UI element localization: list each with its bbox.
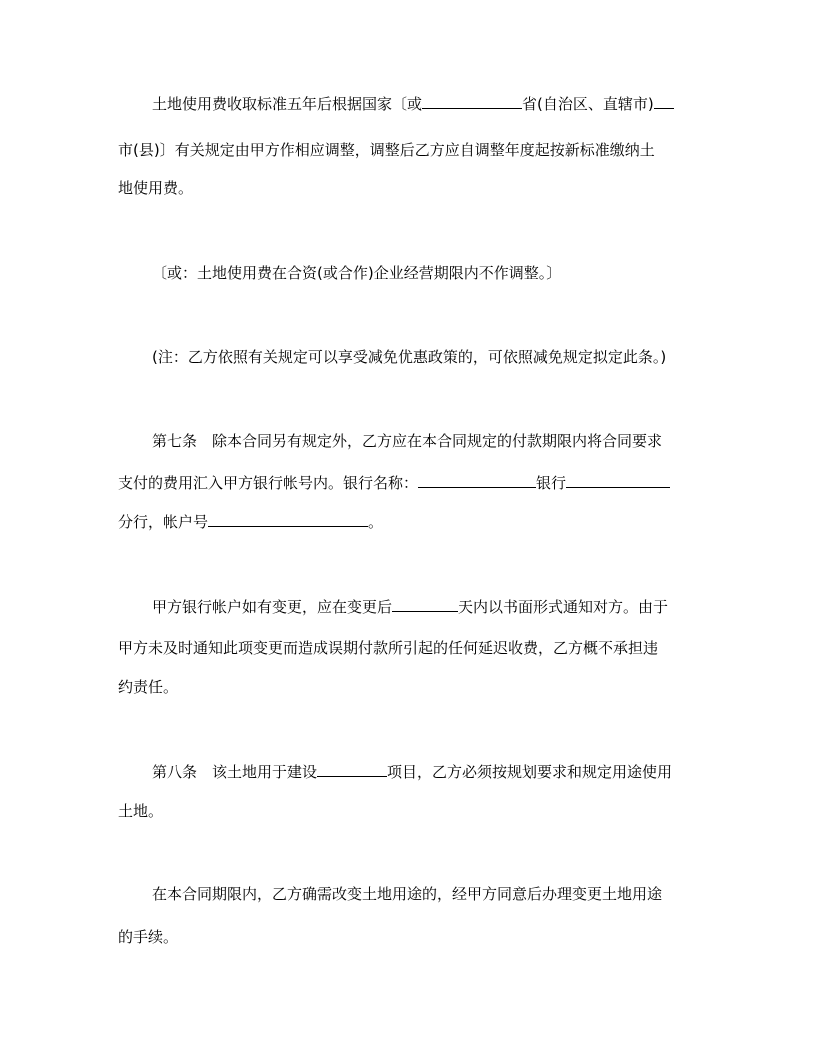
article-7-line-3-text-a: 分行，帐户号: [118, 513, 209, 531]
article-8-line-1-text-a: 第八条 该土地用于建设: [152, 763, 318, 781]
paragraph-2-line-1: 〔或：土地使用费在合资(或合作)企业经营期限内不作调整。〕: [152, 264, 562, 282]
paragraph-5-line-2: 甲方未及时通知此项变更而造成误期付款所引起的任何延迟收费，乙方概不承担违: [118, 639, 659, 657]
paragraph-5-line-1: [152, 597, 668, 617]
blank-province: [422, 94, 522, 109]
paragraph-5-line-1-text-a: 甲方银行帐户如有变更，应在变更后: [152, 598, 393, 616]
article-8-line-2: 土地。: [118, 802, 164, 820]
paragraph-1-line-1: [152, 94, 674, 114]
paragraph-1-line-1-text-a: 土地使用费收取标准五年后根据国家〔或: [152, 95, 423, 113]
blank-account-number: [208, 512, 368, 527]
blank-project-name: [317, 762, 387, 777]
article-7-line-1: 第七条 除本合同另有规定外，乙方应在本合同规定的付款期限内将合同要求: [152, 432, 663, 450]
article-8-line-1-text-b: 项目，乙方必须按规划要求和规定用途使用: [387, 763, 673, 781]
article-8-line-1: [152, 762, 672, 782]
paragraph-1-line-1-text-b: 省(自治区、直辖市): [522, 95, 654, 113]
paragraph-3-line-1: (注：乙方依照有关规定可以享受减免优惠政策的，可依照减免规定拟定此条。): [152, 348, 667, 366]
paragraph-1-line-2: 市(县)〕有关规定由甲方作相应调整，调整后乙方应自调整年度起按新标准缴纳土: [118, 141, 655, 159]
article-7-line-3-text-b: 。: [368, 513, 384, 531]
paragraph-5-line-1-text-b: 天内以书面形式通知对方。由于: [458, 598, 669, 616]
paragraph-1-line-3: 地使用费。: [118, 179, 194, 197]
blank-city: [654, 94, 674, 109]
paragraph-7-line-2: 的手续。: [118, 928, 179, 946]
article-7-line-2-text-a: 支付的费用汇入甲方银行帐号内。银行名称：: [118, 474, 419, 492]
blank-bank-name: [418, 473, 536, 488]
paragraph-5-line-3: 约责任。: [118, 678, 179, 696]
blank-branch-name: [566, 473, 670, 488]
article-7-line-2: [118, 473, 670, 493]
article-7-line-2-text-b: 银行: [536, 474, 567, 492]
article-7-line-3: [118, 512, 383, 532]
paragraph-7-line-1: 在本合同期限内，乙方确需改变土地用途的，经甲方同意后办理变更土地用途: [152, 885, 663, 903]
blank-days: [392, 597, 458, 612]
